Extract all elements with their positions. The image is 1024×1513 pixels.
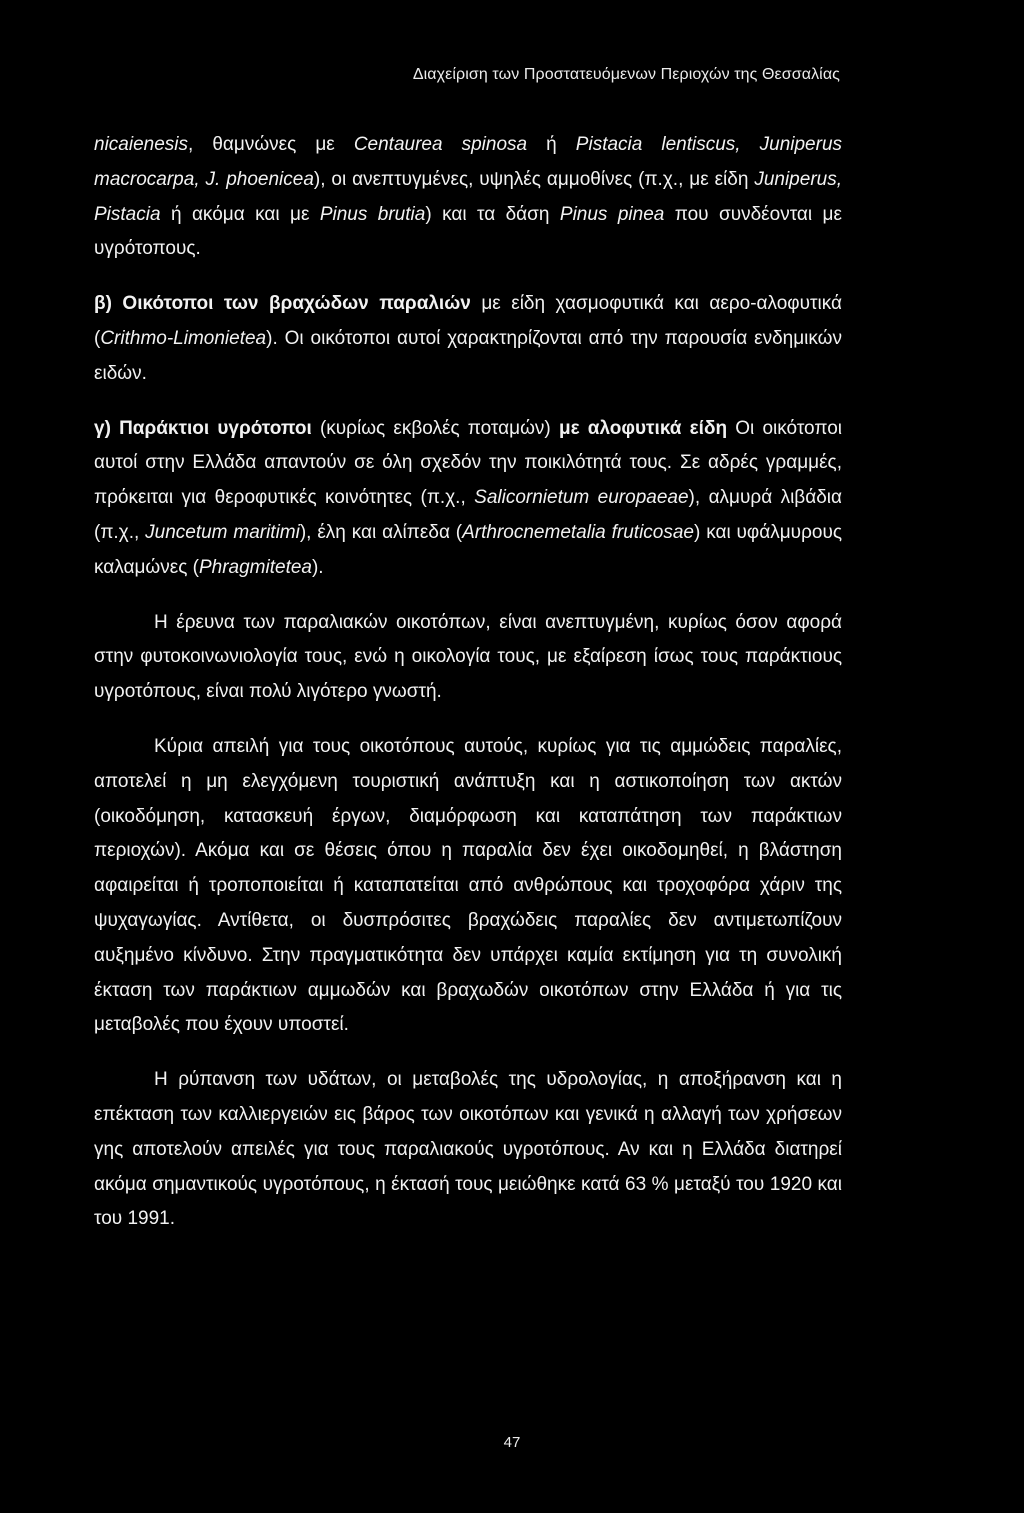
text-span: Pinus brutia: [319, 203, 426, 225]
text-span: nicaienesis: [94, 134, 188, 155]
text-span: ή: [527, 134, 576, 155]
section-heading-b: β) Οικότοποι των βραχώδων παραλιών: [94, 293, 471, 315]
text-span: ), έλη και αλίπεδα (: [299, 521, 463, 543]
text-span: ).: [311, 556, 324, 578]
text-span: Pinus pinea: [559, 203, 665, 225]
text-span: Salicornietum europaeae: [474, 487, 689, 509]
text-span: που συνδέονται με υγρότοπους.: [94, 203, 842, 260]
text-span: (κυρίως εκβολές ποταμών): [311, 417, 559, 439]
text-span: ). Οι οικότοποι αυτοί χαρακτηρίζονται από την παρουσία ενδημικών ειδών.: [94, 327, 842, 384]
text-span: ), αλμυρά λιβάδια (π.χ.,: [94, 487, 843, 543]
paragraph-rocky-shores: [94, 287, 842, 391]
text-span: ), οι ανεπτυγμένες, υψηλές αμμοθίνες (π.χ., με είδη: [313, 168, 755, 190]
page-number: 47: [503, 1434, 521, 1451]
text-span: Juncetum maritimi: [145, 521, 300, 543]
text-span: Pistacia lentiscus, Juniperus macrocarpa, J. phoenicea: [94, 134, 843, 190]
paragraph-threats-tourism: Κύρια απειλή για τους οικοτόπους αυτούς, κυρίως για τις αμμώδεις παραλίες, αποτελεί η μη ελεγχόμενη τουριστική ανάπτυξη και η αστικοποίηση των ακτών (οικοδόμηση, κατασκευή έργων, διαμόρφωση και καταπάτηση των παράκτιων περιοχών). Ακόμα και σε θέσεις όπου η παραλία δεν έχει οικοδομηθεί, η βλάστηση αφαιρείται ή τροποποιείται ή καταπατείται από ανθρώπους και τροχοφόρα χάριν της ψυχαγωγίας. Αντίθετα, οι δυσπρόσιτες βραχώδεις παραλίες δεν αντιμετωπίζουν αυξημένο κίνδυνο. Στην πραγματικότητα δεν υπάρχει καμία εκτίμηση για τη συνολική έκταση των παράκτιων αμμωδών και βραχωδών οικοτόπων στην Ελλάδα ή για τις μεταβολές που έχουν υποστεί.: [94, 735, 842, 1036]
text-span: Arthrocnemetalia fruticosae: [462, 521, 694, 543]
text-span: , θαμνώνες με: [188, 134, 354, 155]
text-span: με είδη χασμοφυτικά και αερο-αλοφυτικά (: [94, 293, 843, 349]
text-span: Οι οικότοποι αυτοί στην Ελλάδα απαντούν σε όλη σχεδόν την ποικιλότητά τους. Σε αδρές γραμμές, πρόκειται για θεροφυτικές κοινότητες (π.χ.,: [94, 417, 842, 509]
text-span: ) και τα δάση: [425, 203, 560, 225]
text-span: Centaurea spinosa: [353, 134, 528, 155]
text-span: ) και υφάλμυρους καλαμώνες (: [94, 521, 842, 578]
paragraph-coastal-dunes: [94, 128, 842, 267]
paragraph-coastal-wetlands: [94, 412, 842, 586]
text-span: Crithmo-Limonietea: [100, 327, 267, 349]
text-span: Phragmitetea: [198, 556, 312, 578]
running-header: Διαχείριση των Προστατευόμενων Περιοχών της Θεσσαλίας: [412, 66, 840, 83]
text-span: Juniperus, Pistacia: [94, 168, 842, 225]
bold-phrase: με αλοφυτικά είδη: [558, 417, 728, 439]
section-heading-c: γ) Παράκτιοι υγρότοποι: [94, 417, 312, 439]
document-body: [94, 128, 842, 1237]
paragraph-research: Η έρευνα των παραλιακών οικοτόπων, είναι ανεπτυγμένη, κυρίως όσον αφορά στην φυτοκοινωνιολογία τους, ενώ η οικολογία τους, με εξαίρεση ίσως τους παράκτιους υγροτόπους, είναι πολύ λιγότερο γνωστή.: [94, 611, 842, 703]
text-span: ή ακόμα και με: [160, 203, 320, 225]
paragraph-threats-pollution: Η ρύπανση των υδάτων, οι μεταβολές της υδρολογίας, η αποξήρανση και η επέκταση των καλλιεργειών εις βάρος των οικοτόπων και γενικά η αλλαγή των χρήσεων γης αποτελούν απειλές για τους παραλιακούς υγροτόπους. Αν και η Ελλάδα διατηρεί ακόμα σημαντικούς υγροτόπους, η έκτασή τους μειώθηκε κατά 63 % μεταξύ του 1920 και του 1991.: [94, 1069, 842, 1230]
